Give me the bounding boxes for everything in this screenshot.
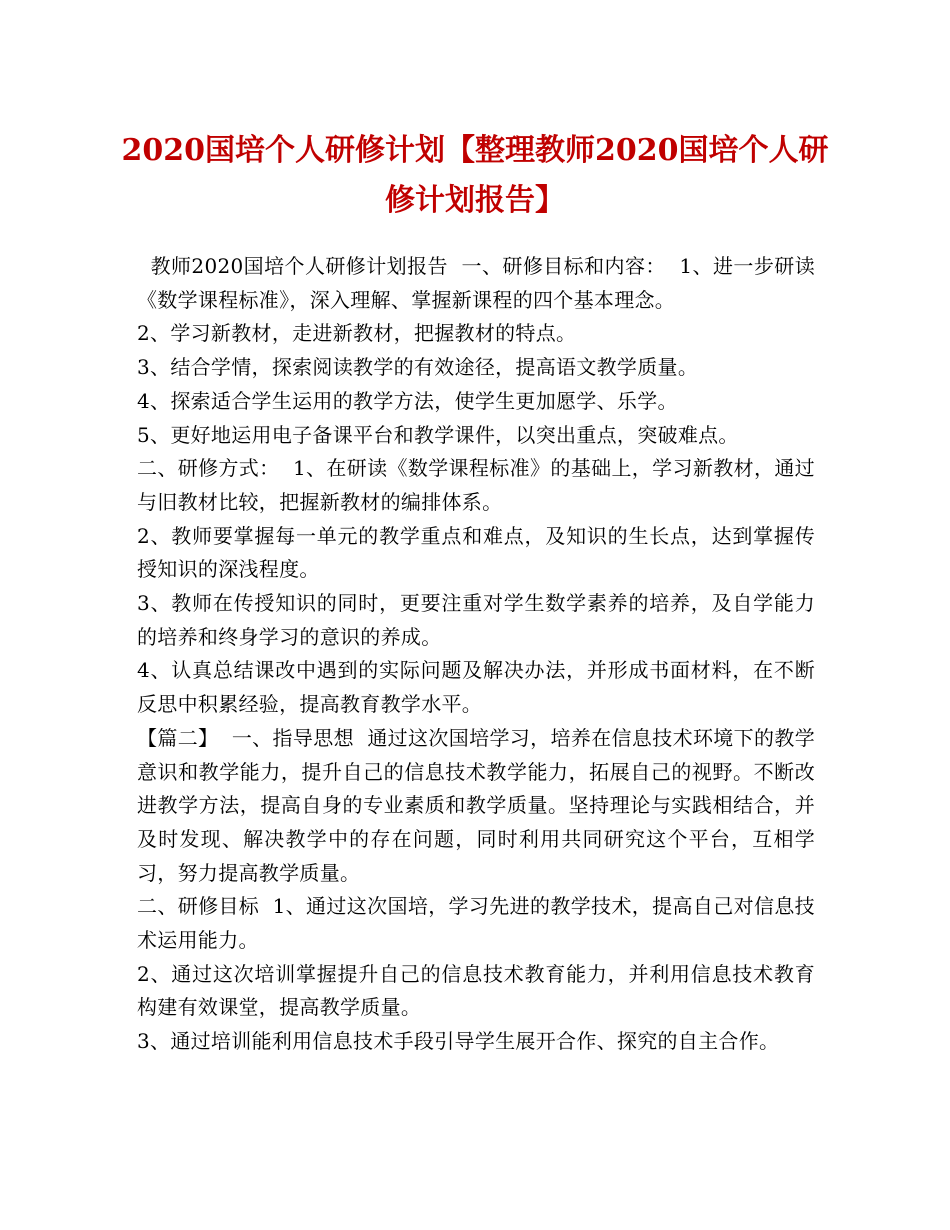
document-body [137,250,815,1059]
paragraph: 4、认真总结课改中遇到的实际问题及解决办法，并形成书面材料，在不断反思中积累经验，提高教育教学水平。 [137,658,815,717]
document-title: 2020国培个人研修计划【整理教师2020国培个人研修计划报告】 [121,133,829,218]
paragraph: 3、通过培训能利用信息技术手段引导学生展开合作、探究的自主合作。 [137,1029,780,1054]
paragraph: 二、研修目标 1、通过这次国培，学习先进的教学技术，提高自己对信息技术运用能力。 [137,894,815,953]
paragraph: 4、探索适合学生运用的教学方法，使学生更加愿学、乐学。 [137,388,678,413]
paragraph: 二、研修方式： 1、在研读《数学课程标准》的基础上，学习新教材，通过与旧教材比较，把握新教材的编排体系。 [137,456,815,514]
paragraph: 2、教师要掌握每一单元的教学重点和难点，及知识的生长点，达到掌握传授知识的深浅程度。 [137,523,815,582]
paragraph: 3、教师在传授知识的同时，更要注重对学生数学素养的培养，及自学能力的培养和终身学习的意识的养成。 [137,591,815,649]
paragraph: 【篇二】 一、指导思想 通过这次国培学习，培养在信息技术环境下的教学意识和教学能力，提升自己的信息技术教学能力，拓展自己的视野。不断改进教学方法，提高自身的专业素质和教学质量。坚持理论与实践相结合，并及时发现、解决教学中的存在问题，同时利用共同研究这个平台，互相学习，努力提高教学质量。 [137,725,815,885]
paragraph: 2、学习新教材，走进新教材，把握教材的特点。 [137,321,577,346]
paragraph: 教师2020国培个人研修计划报告 一、研修目标和内容： 1、进一步研读《数学课程标准》，深入理解、掌握新课程的四个基本理念。 [137,254,815,312]
paragraph: 3、结合学情，探索阅读教学的有效途径，提高语文教学质量。 [137,355,699,380]
paragraph: 2、通过这次培训掌握提升自己的信息技术教育能力，并利用信息技术教育构建有效课堂，提高教学质量。 [137,961,815,1020]
paragraph: 5、更好地运用电子备课平台和教学课件，以突出重点，突破难点。 [137,422,739,447]
